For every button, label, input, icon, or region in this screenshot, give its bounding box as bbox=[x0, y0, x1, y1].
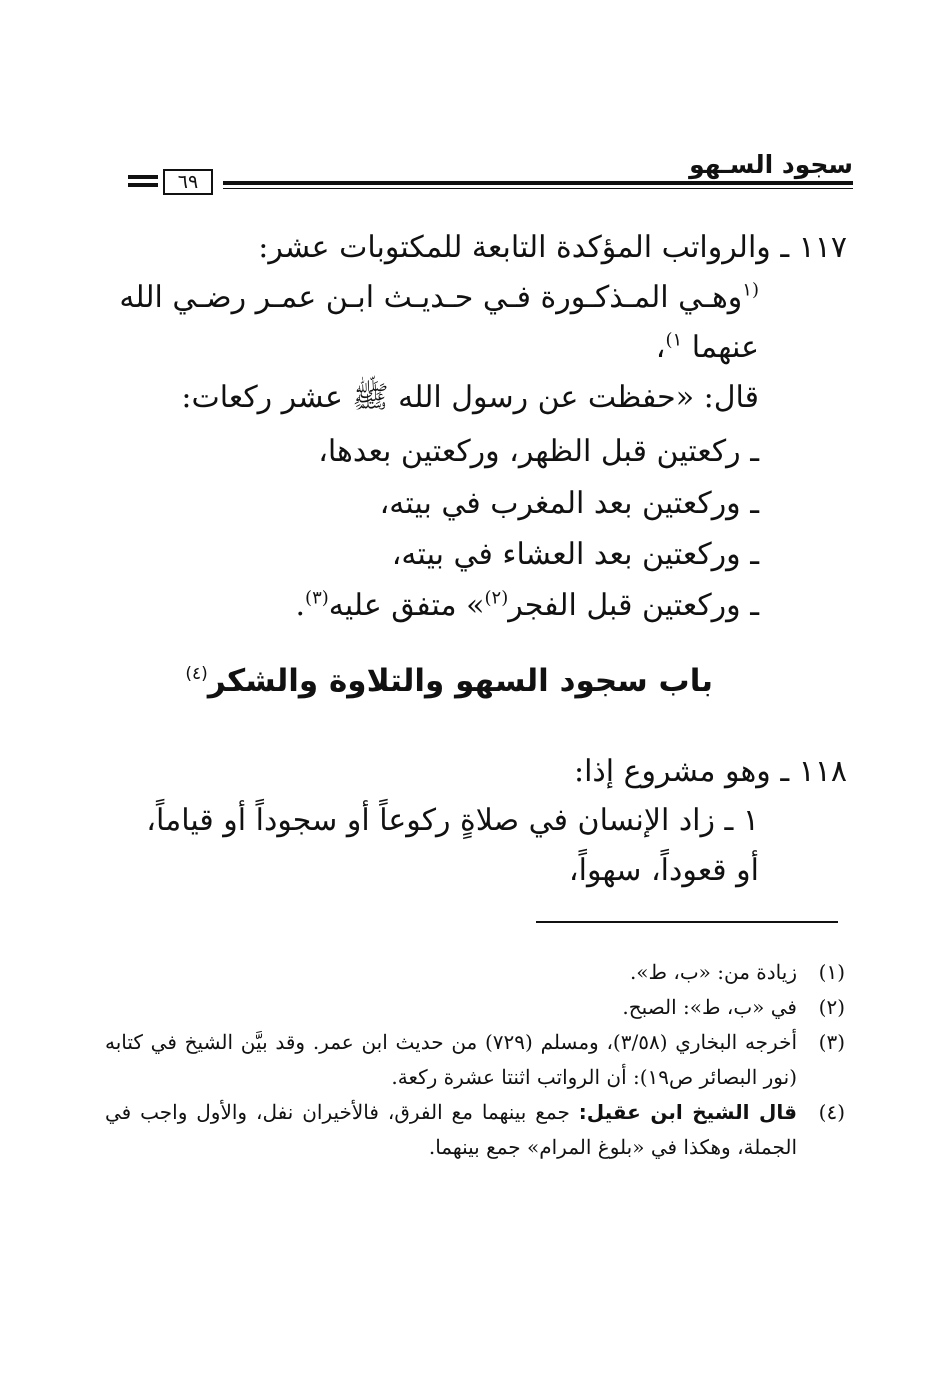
item-text: عنهما bbox=[691, 330, 759, 365]
bracket-marker: ١) bbox=[665, 329, 683, 351]
item-text: أو قعوداً، سهواً، bbox=[568, 853, 759, 888]
list-item: ـ وركعتين بعد المغرب في بيته، bbox=[379, 486, 759, 521]
item-117-line-7 bbox=[392, 535, 759, 575]
item-117-line-6 bbox=[380, 484, 759, 524]
item-117-line-3 bbox=[656, 328, 759, 368]
footnote-ref: (٢) bbox=[484, 587, 509, 609]
item-117-line-8 bbox=[296, 586, 760, 626]
footnote-number: (٢) bbox=[818, 995, 845, 1019]
list-item: ـ وركعتين قبل الفجر bbox=[508, 588, 759, 623]
footnote-text: أخرجه البخاري (٣/٥٨)، ومسلم (٧٢٩) من حديث ابن عمر. وقد بيَّن الشيخ في كتابه (نور البصائر ص١٩): أن الرواتب اثنتا عشرة ركعة. bbox=[105, 1030, 798, 1089]
header-ornament-bars bbox=[128, 175, 158, 191]
footnote-number: (٤) bbox=[818, 1100, 845, 1124]
header-rule-thick bbox=[223, 181, 853, 185]
footnote-text bbox=[105, 1095, 797, 1165]
punctuation: ، bbox=[655, 330, 666, 365]
running-title: سجود السـهو bbox=[689, 150, 853, 179]
item-117-line-2 bbox=[119, 278, 759, 318]
footnote-text: في «ب، ط»: الصبح. bbox=[622, 995, 797, 1019]
header-rule-thin bbox=[223, 188, 853, 189]
list-item-text: » متفق عليه bbox=[328, 588, 485, 623]
item-number: ١١٨ ـ bbox=[780, 754, 847, 789]
item-text: وهو مشروع إذا: bbox=[573, 754, 771, 789]
chapter-title: باب سجود السهو والتلاوة والشكر bbox=[207, 663, 713, 699]
item-117-line-5 bbox=[318, 432, 759, 472]
bracket-marker: (١ bbox=[742, 279, 759, 301]
footnote-ref: (٤) bbox=[185, 664, 208, 685]
item-number: ١١٧ ـ bbox=[780, 230, 847, 265]
footnotes bbox=[105, 955, 845, 1165]
item-118-line-2 bbox=[146, 801, 759, 841]
footnote-number: (٣) bbox=[818, 1030, 845, 1054]
ornament-bar bbox=[128, 175, 158, 179]
footnote-number: (١) bbox=[818, 960, 845, 984]
item-117-line-1 bbox=[258, 228, 847, 268]
footnote-body: جمع بينهما مع الفرق، فالأخيران نفل، والأول واجب في الجملة، وهكذا في «بلوغ المرام» جمع بينهما. bbox=[105, 1100, 797, 1159]
item-text: وهـي المـذكـورة فـي حـديـث ابـن عمـر رضـي الله bbox=[119, 280, 743, 315]
punctuation: . bbox=[295, 588, 306, 623]
item-118-line-1 bbox=[574, 752, 847, 792]
footnote-3 bbox=[105, 1025, 845, 1095]
list-item: ـ وركعتين بعد العشاء في بيته، bbox=[391, 537, 759, 572]
hadith-intro: قال: «حفظت عن رسول الله ﷺ عشر ركعات: bbox=[181, 380, 759, 415]
footnote-2 bbox=[105, 990, 845, 1025]
chapter-heading bbox=[185, 660, 713, 702]
item-118-line-3 bbox=[569, 851, 759, 891]
ornament-bar bbox=[128, 183, 158, 187]
footnote-separator bbox=[536, 921, 838, 923]
page-header bbox=[118, 150, 853, 198]
footnote-text: زيادة من: «ب، ط». bbox=[629, 960, 797, 984]
footnote-4 bbox=[105, 1095, 845, 1165]
item-text: ١ ـ زاد الإنسان في صلاةٍ ركوعاً أو سجوداً أو قياماً، bbox=[146, 803, 759, 838]
page-number: ٦٩ bbox=[163, 169, 213, 195]
item-117-line-4 bbox=[181, 378, 759, 418]
footnote-1 bbox=[105, 955, 845, 990]
footnote-ref: (٣) bbox=[305, 587, 329, 609]
list-item: ـ ركعتين قبل الظهر، وركعتين بعدها، bbox=[318, 434, 759, 469]
item-text: والرواتب المؤكدة التابعة للمكتوبات عشر: bbox=[258, 230, 771, 265]
footnote-lead: قال الشيخ ابن عقيل: bbox=[578, 1100, 798, 1124]
